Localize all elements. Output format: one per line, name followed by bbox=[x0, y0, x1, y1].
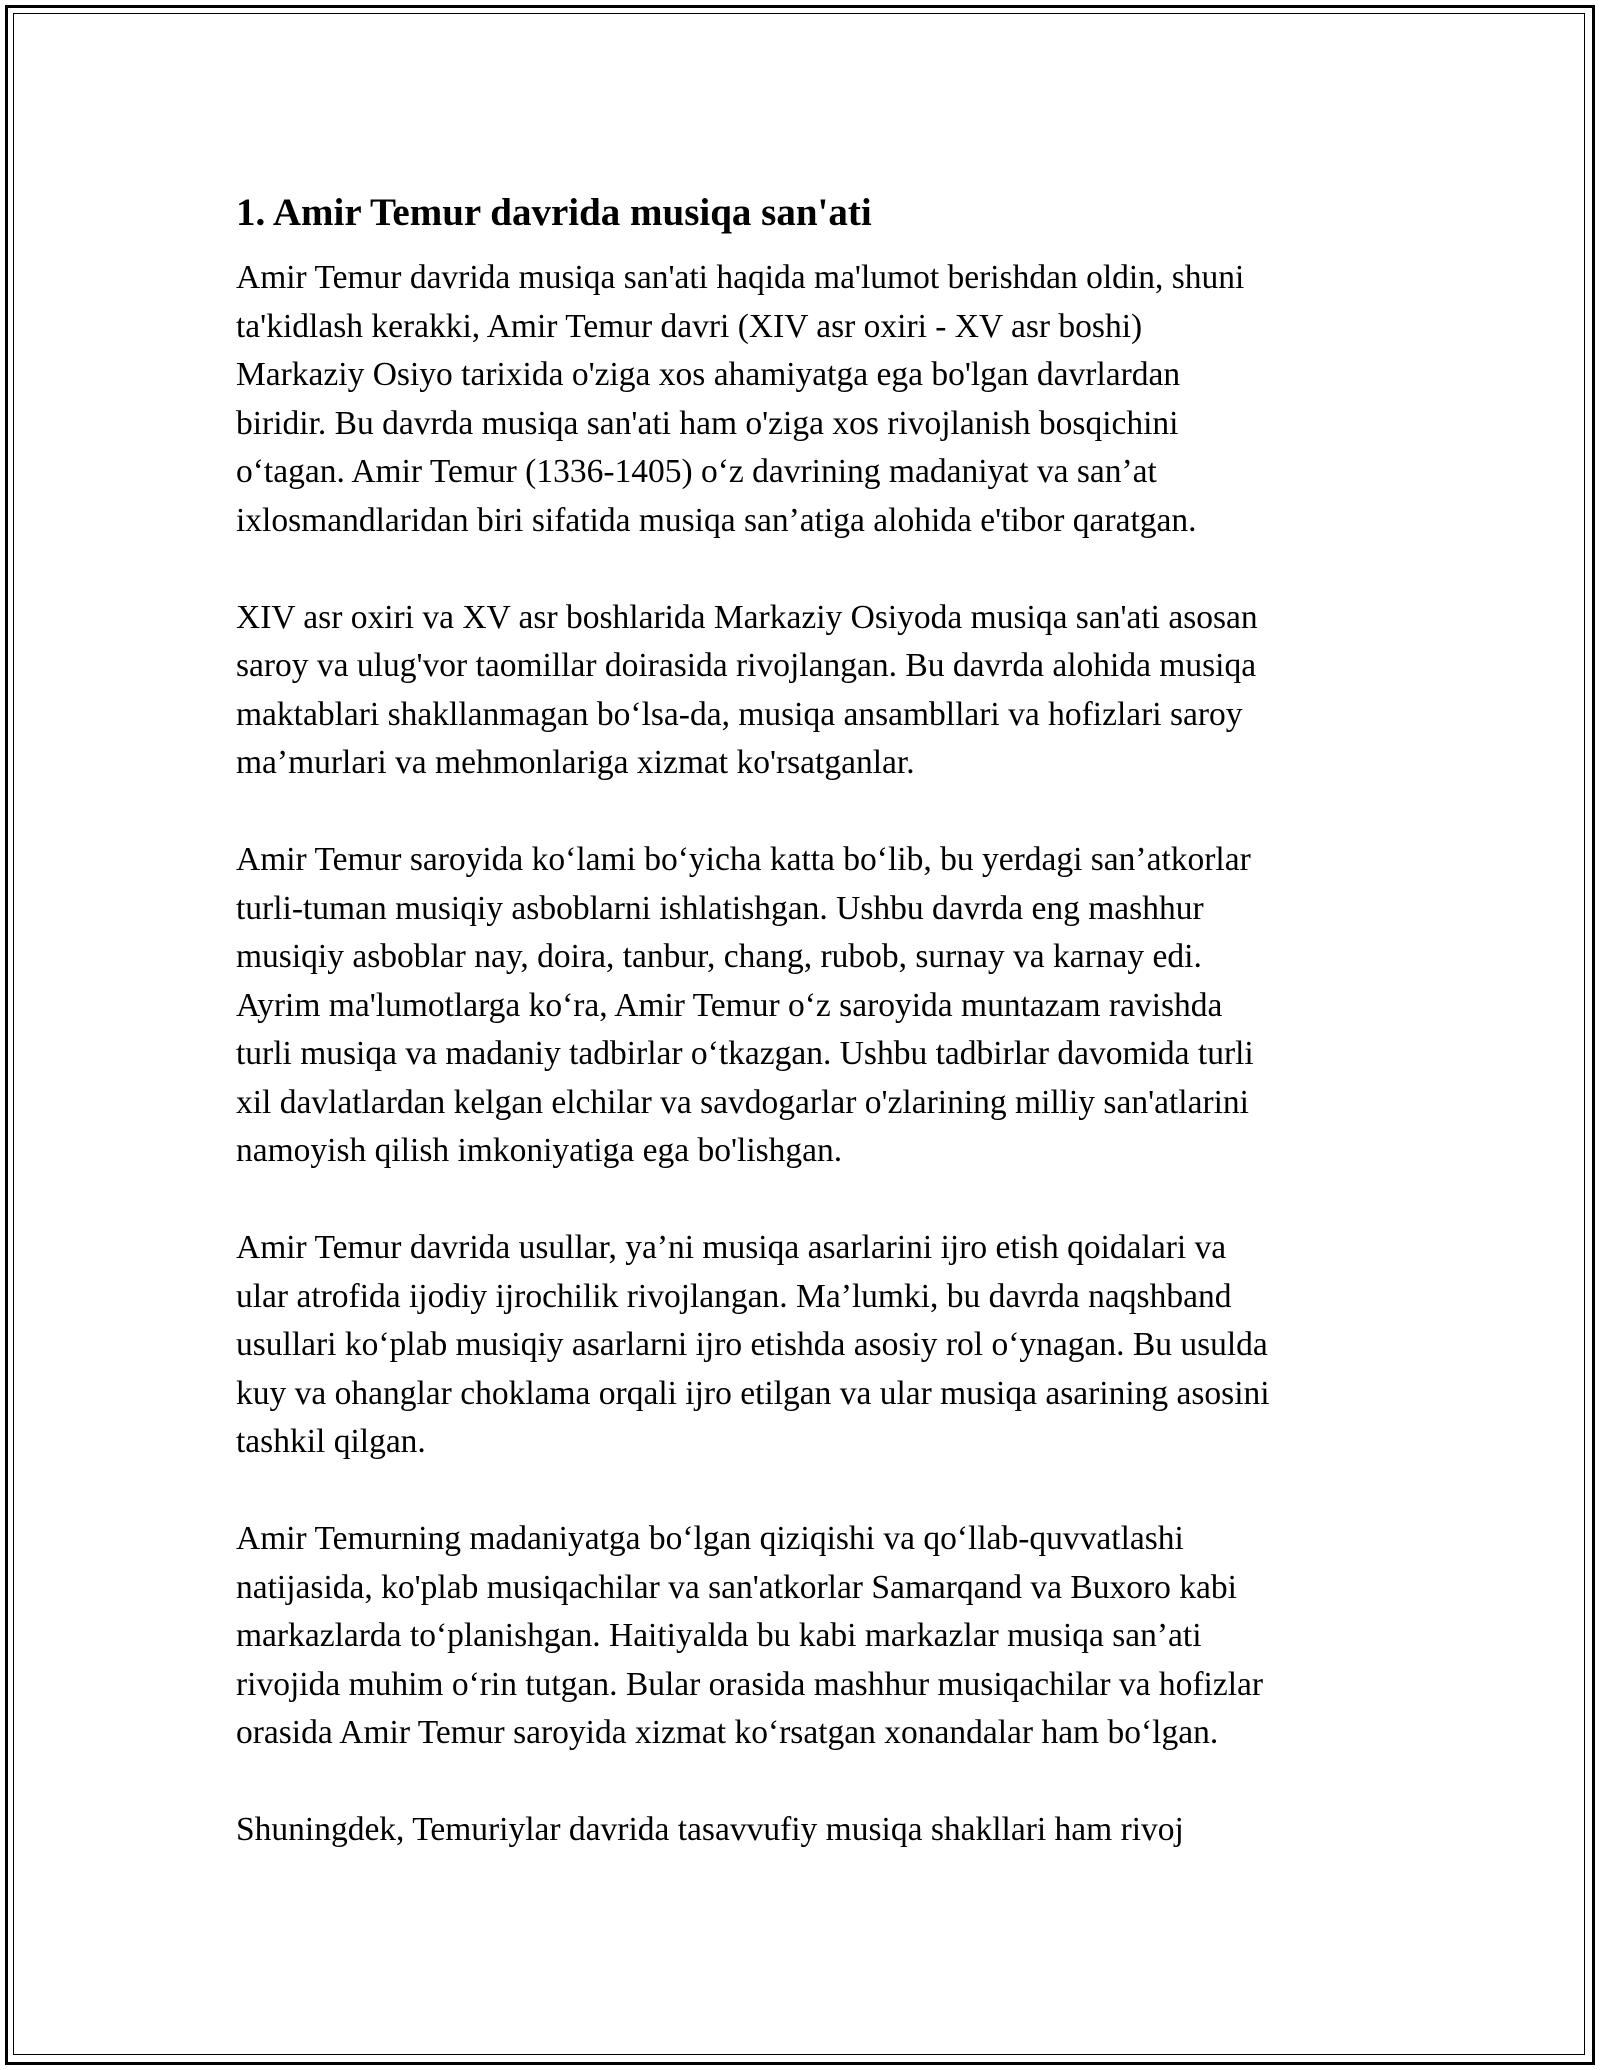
text-line: maktablari shakllanmagan bo‘lsa-da, musiqa ansambllari va hofizlari saroy bbox=[236, 695, 1243, 733]
text-line: Markaziy Osiyo tarixida o'ziga xos ahamiyatga ega bo'lgan davrlardan bbox=[236, 356, 1181, 393]
text-line: ixlosmandlaridan biri sifatida musiqa san’atiga alohida e'tibor qaratgan. bbox=[236, 501, 1197, 539]
text-line: ta'kidlash kerakki, Amir Temur davri (XIV asr oxiri - XV asr boshi) bbox=[236, 307, 1143, 345]
text-line: Ayrim ma'lumotlarga ko‘ra, Amir Temur o‘z saroyida muntazam ravishda bbox=[236, 986, 1223, 1024]
text-line: xil davlatlardan kelgan elchilar va savdogarlar o'zlarining milliy san'atlarini bbox=[236, 1083, 1249, 1121]
text-line: Amir Temur saroyida ko‘lami bo‘yicha katta bo‘lib, bu yerdagi san’atkorlar bbox=[236, 841, 1251, 878]
paragraph bbox=[236, 836, 1376, 1176]
text-line: turli musiqa va madaniy tadbirlar o‘tkazgan. Ushbu tadbirlar davomida turli bbox=[236, 1035, 1254, 1072]
text-line: ma’murlari va mehmonlariga xizmat ko'rsatganlar. bbox=[236, 744, 915, 781]
text-line: o‘tagan. Amir Temur (1336-1405) o‘z davrining madaniyat va san’at bbox=[236, 453, 1157, 490]
text-line: natijasida, ko'plab musiqachilar va san'atkorlar Samarqand va Buxoro kabi bbox=[236, 1568, 1237, 1606]
paragraphs-container bbox=[236, 254, 1376, 1855]
text-line: namoyish qilish imkoniyatiga ega bo'lishgan. bbox=[236, 1132, 843, 1169]
text-line: rivojida muhim o‘rin tutgan. Bular orasida mashhur musiqachilar va hofizlar bbox=[236, 1665, 1264, 1703]
text-line: XIV asr oxiri va XV asr boshlarida Markaziy Osiyoda musiqa san'ati asosan bbox=[236, 598, 1258, 636]
document-body bbox=[236, 184, 1376, 1903]
section-heading: 1. Amir Temur davrida musiqa san'ati bbox=[236, 191, 872, 234]
paragraph bbox=[236, 594, 1376, 788]
text-line: saroy va ulug'vor taomillar doirasida rivojlangan. Bu davrda alohida musiqa bbox=[236, 647, 1257, 684]
text-line: tashkil qilgan. bbox=[236, 1423, 426, 1460]
text-line: Amir Temur davrida musiqa san'ati haqida ma'lumot berishdan oldin, shuni bbox=[236, 259, 1245, 296]
text-line: musiqiy asboblar nay, doira, tanbur, chang, rubob, surnay va karnay edi. bbox=[236, 938, 1202, 975]
paragraph bbox=[236, 254, 1376, 545]
paragraph bbox=[236, 1806, 1376, 1855]
text-line: Shuningdek, Temuriylar davrida tasavvufiy musiqa shakllari ham rivoj bbox=[236, 1811, 1184, 1848]
text-line: turli-tuman musiqiy asboblarni ishlatishgan. Ushbu davrda eng mashhur bbox=[236, 889, 1204, 927]
text-line: Amir Temur davrida usullar, ya’ni musiqa asarlarini ijro etish qoidalari va bbox=[236, 1229, 1227, 1266]
text-line: markazlarda to‘planishgan. Haitiyalda bu kabi markazlar musiqa san’ati bbox=[236, 1617, 1202, 1654]
paragraph bbox=[236, 1515, 1376, 1758]
text-line: biridir. Bu davrda musiqa san'ati ham o'ziga xos rivojlanish bosqichini bbox=[236, 404, 1179, 442]
paragraph bbox=[236, 1224, 1376, 1467]
text-line: kuy va ohanglar choklama orqali ijro etilgan va ular musiqa asarining asosini bbox=[236, 1374, 1270, 1412]
text-line: Amir Temurning madaniyatga bo‘lgan qiziqishi va qo‘llab-quvvatlashi bbox=[236, 1520, 1184, 1557]
text-line: orasida Amir Temur saroyida xizmat ko‘rsatgan xonandalar ham bo‘lgan. bbox=[236, 1714, 1219, 1751]
text-line: usullari ko‘plab musiqiy asarlarni ijro etishda asosiy rol o‘ynagan. Bu usulda bbox=[236, 1326, 1268, 1363]
text-line: ular atrofida ijodiy ijrochilik rivojlangan. Ma’lumki, bu davrda naqshband bbox=[236, 1277, 1232, 1315]
